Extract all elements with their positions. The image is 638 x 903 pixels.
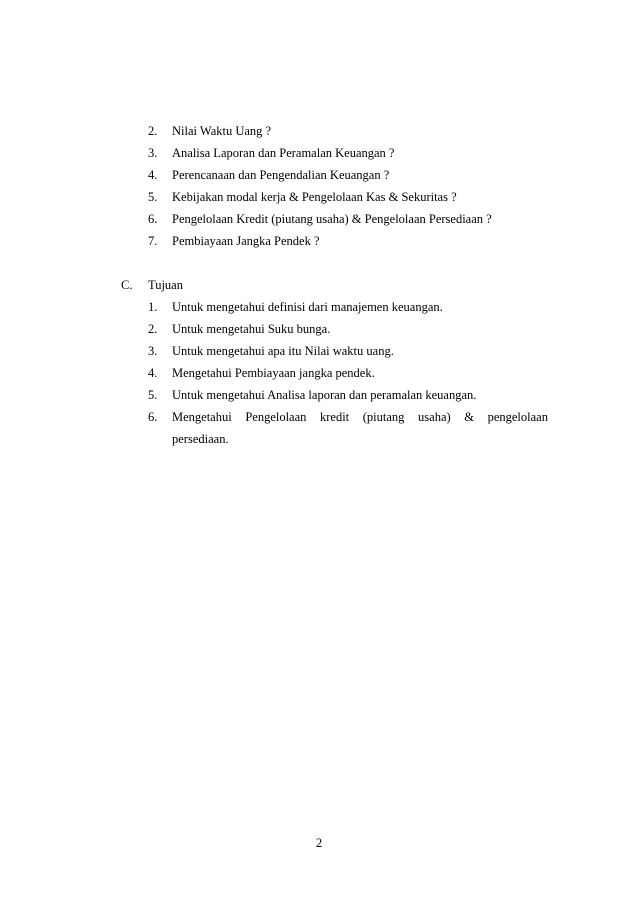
list-word: & [464,410,474,424]
list-number: 2. [148,322,158,336]
list-text: Pengelolaan Kredit (piutang usaha) & Pengelolaan Persediaan ? [172,212,492,226]
list-item [148,122,548,140]
list-number: 6. [148,410,158,424]
list-text: Nilai Waktu Uang ? [172,124,272,138]
list-number: 3. [148,146,158,160]
list-text: Untuk mengetahui apa itu Nilai waktu uang. [172,344,394,358]
list-item [148,320,548,338]
list-word: Pengelolaan [245,410,307,424]
list-number: 1. [148,300,158,314]
list-text: Untuk mengetahui definisi dari manajemen keuangan. [172,300,443,314]
list-item [148,166,548,184]
list-text: Perencanaan dan Pengendalian Keuangan ? [172,168,390,182]
list-text: Mengetahui Pembiayaan jangka pendek. [172,366,375,380]
list-word: usaha) [418,410,451,424]
list-number: 4. [148,366,158,380]
list-item [148,232,548,250]
list-text: Untuk mengetahui Analisa laporan dan peramalan keuangan. [172,388,477,402]
page-number: 2 [315,836,323,850]
list-text-justified [172,408,548,426]
section-letter: C. [121,278,133,292]
list-item [148,188,548,206]
list-item [148,386,548,404]
list-number: 6. [148,212,158,226]
list-word: Mengetahui [172,410,232,424]
list-item [148,298,548,316]
list-item [148,342,548,360]
list-number: 3. [148,344,158,358]
list-item [148,210,548,228]
list-text: Untuk mengetahui Suku bunga. [172,322,331,336]
list-word: pengelolaan [487,410,548,424]
list-word: kredit [320,410,350,424]
list-number: 5. [148,190,158,204]
list-text: Kebijakan modal kerja & Pengelolaan Kas & Sekuritas ? [172,190,457,204]
list-word: (piutang [362,410,405,424]
list-text: Analisa Laporan dan Peramalan Keuangan ? [172,146,395,160]
list-number: 2. [148,124,158,138]
list-item [148,364,548,382]
list-number: 7. [148,234,158,248]
list-text: Pembiayaan Jangka Pendek ? [172,234,320,248]
list-number: 5. [148,388,158,402]
section-title: Tujuan [148,278,183,292]
list-number: 4. [148,168,158,182]
list-text-continuation: persediaan. [172,432,229,446]
list-item [148,144,548,162]
